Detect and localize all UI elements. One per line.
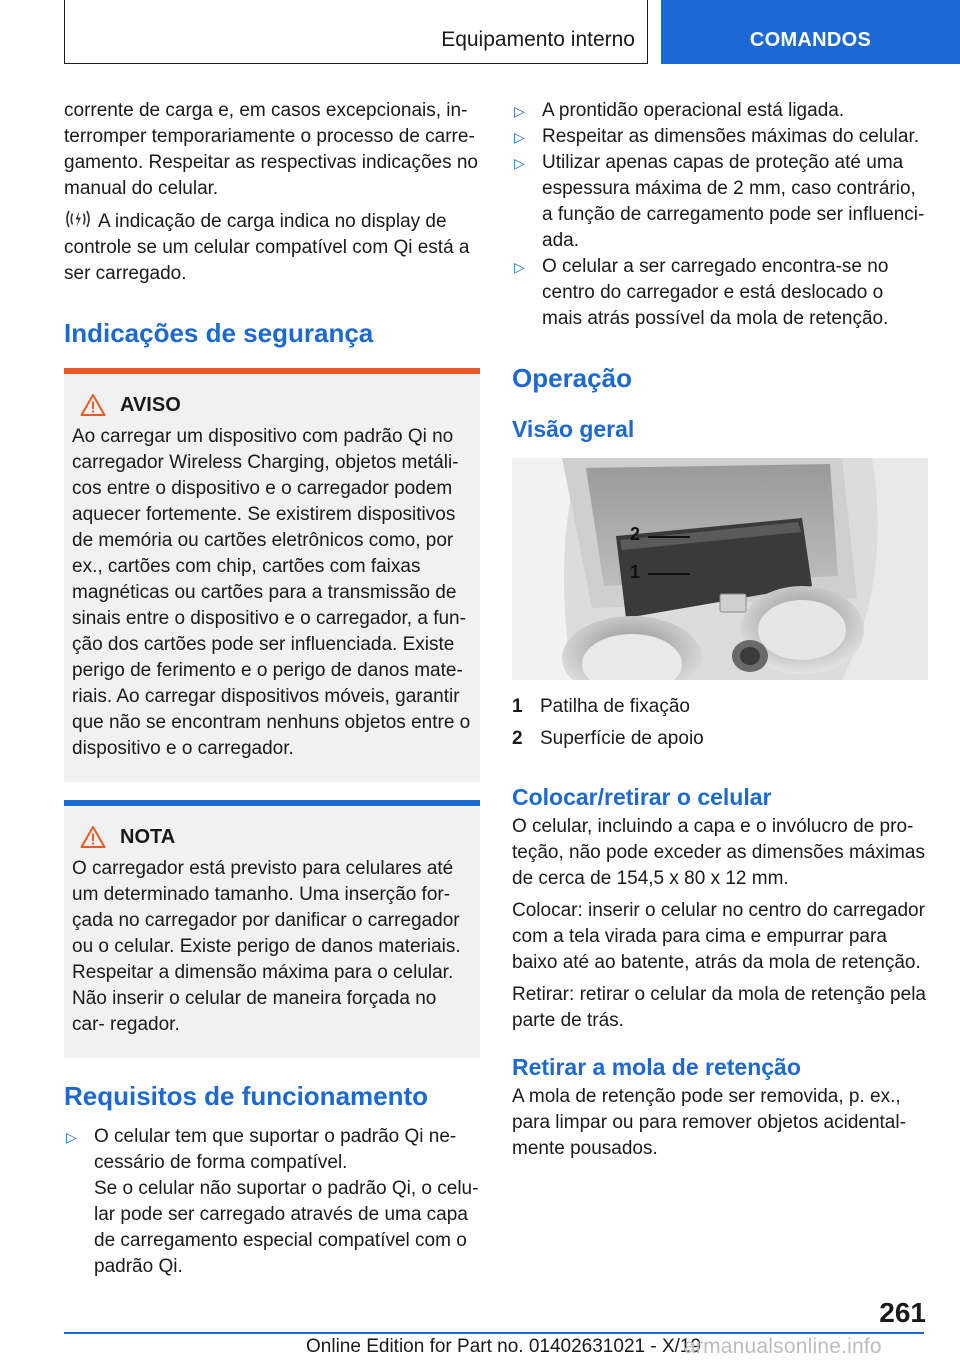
- place-paragraph-1: O celular, incluindo a capa e o invólucro de pro- teção, não pode exceder as dimensões máximas de cerca de 154,5 x 80 x 12 mm.: [512, 816, 925, 889]
- footer-edition: Online Edition for Part no. 01402631021 - X/19: [306, 1336, 702, 1357]
- bullet-triangle-icon: ▷: [514, 259, 525, 275]
- notice-triangle-icon: [80, 825, 106, 849]
- header-chapter-tab: [661, 0, 960, 64]
- header-section-box: [64, 0, 648, 64]
- intro-paragraph: corrente de carga e, em casos excepcionais, in- terromper temporariamente o processo de carre- gamento. Respeitar as respectivas indicações no manual do celular.: [64, 100, 479, 199]
- notice-box: [64, 806, 480, 1058]
- list-item-text: O celular a ser carregado encontra-se no centro do carregador e está deslocado o mais atrás possível da mola de retenção.: [542, 256, 889, 329]
- page-number: 261: [879, 1297, 926, 1328]
- legend-number: 2: [512, 728, 523, 749]
- overview-heading: Visão geral: [512, 416, 635, 442]
- figure-callout-2: 2: [630, 524, 641, 544]
- legend-text: Superfície de apoio: [540, 728, 704, 749]
- warning-title: AVISO: [120, 394, 181, 416]
- requirements-list: [64, 1124, 480, 1280]
- figure-legend: [512, 694, 928, 752]
- warning-text: Ao carregar um dispositivo com padrão Qi no carregador Wireless Charging, objetos metáli- cos entre o dispositivo e o carregador podem aquecer fortemente. Se existirem dispositivos de memória ou cartões eletrônicos como, por ex., cartões com chip, cartões com faixas magnéticas ou cartões para a transmissão de sinais entre o dispositivo e o carregador, a fun- ção dos cartões pode ser influenciada. Existe perigo de ferimento e o perigo de danos mate- riais. Ao carregar dispositivos móveis, garantir que não se encontram nenhuns objetos entre o dispositivo e o carregador.: [72, 426, 471, 759]
- list-item-text: A prontidão operacional está ligada.: [542, 100, 845, 121]
- bullet-triangle-icon: ▷: [514, 129, 525, 145]
- spring-paragraph: A mola de retenção pode ser removida, p. ex., para limpar ou para remover objetos acidental- mente pousados.: [512, 1086, 906, 1159]
- right-column: [512, 98, 928, 1162]
- safety-heading: Indicações de segurança: [64, 318, 374, 348]
- operation-heading: Operação: [512, 363, 632, 393]
- notice-title: NOTA: [120, 826, 176, 848]
- list-item: [512, 150, 928, 254]
- bullet-triangle-icon: ▷: [514, 155, 525, 171]
- notice-title-row: [80, 824, 472, 850]
- charging-tray-photo: [512, 458, 928, 680]
- charging-tray-illustration: [512, 458, 928, 680]
- place-paragraph-2: Colocar: inserir o celular no centro do carregador com a tela virada para cima e empurrar para baixo até ao batente, atrás da mola de retenção.: [512, 900, 925, 973]
- requirement-sub-text: Se o celular não suportar o padrão Qi, o celu- lar pode ser carregado através de uma capa de carregamento especial compatível com o padrão Qi.: [94, 1178, 479, 1277]
- charge-note-paragraph: [64, 208, 480, 287]
- footer-watermark: armanualsonline.info: [684, 1335, 882, 1358]
- footer-rule: [64, 1332, 924, 1334]
- wireless-charging-icon: [64, 208, 92, 230]
- requirements-heading: Requisitos de funcionamento: [64, 1081, 429, 1111]
- spring-heading: Retirar a mola de retenção: [512, 1054, 801, 1080]
- charge-note-text: A indicação de carga indica no display de controle se um celular compatível com Qi está a ser carregado.: [64, 211, 470, 284]
- warning-triangle-icon: [80, 393, 106, 417]
- list-item: [512, 254, 928, 332]
- requirement-text: O celular tem que suportar o padrão Qi ne- cessário de forma compatível.: [94, 1126, 457, 1173]
- header-section-title: Equipamento interno: [441, 28, 635, 51]
- figure-callout-1: 1: [630, 562, 641, 582]
- list-item-continuation: [64, 1176, 480, 1280]
- list-item: [512, 124, 928, 150]
- legend-item: [512, 726, 928, 752]
- warning-box: [64, 374, 480, 782]
- condition-list: [512, 98, 928, 332]
- notice-text: O carregador está previsto para celulares até um determinado tamanho. Uma inserção for- çada no carregador por danificar o carregador ou o celular. Existe perigo de danos materiais. Respeitar a dimensão máxima para o celular. Não inserir o celular de maneira forçada no car- regador.: [72, 858, 461, 1035]
- place-remove-heading: Colocar/retirar o celular: [512, 784, 772, 810]
- legend-number: 1: [512, 696, 523, 717]
- list-item: [64, 1124, 480, 1176]
- header-chapter-title: COMANDOS: [749, 29, 872, 51]
- legend-item: [512, 694, 928, 720]
- list-item: [512, 98, 928, 124]
- warning-title-row: [80, 392, 472, 418]
- legend-text: Patilha de fixação: [540, 696, 690, 717]
- place-paragraph-3: Retirar: retirar o celular da mola de retenção pela parte de trás.: [512, 984, 926, 1031]
- bullet-triangle-icon: ▷: [66, 1129, 77, 1145]
- left-column: [64, 98, 480, 1280]
- list-item-text: Utilizar apenas capas de proteção até uma espessura máxima de 2 mm, caso contrário, a função de carregamento pode ser influenci- ada.: [542, 152, 925, 251]
- list-item-text: Respeitar as dimensões máximas do celular.: [542, 126, 920, 147]
- bullet-triangle-icon: ▷: [514, 103, 525, 119]
